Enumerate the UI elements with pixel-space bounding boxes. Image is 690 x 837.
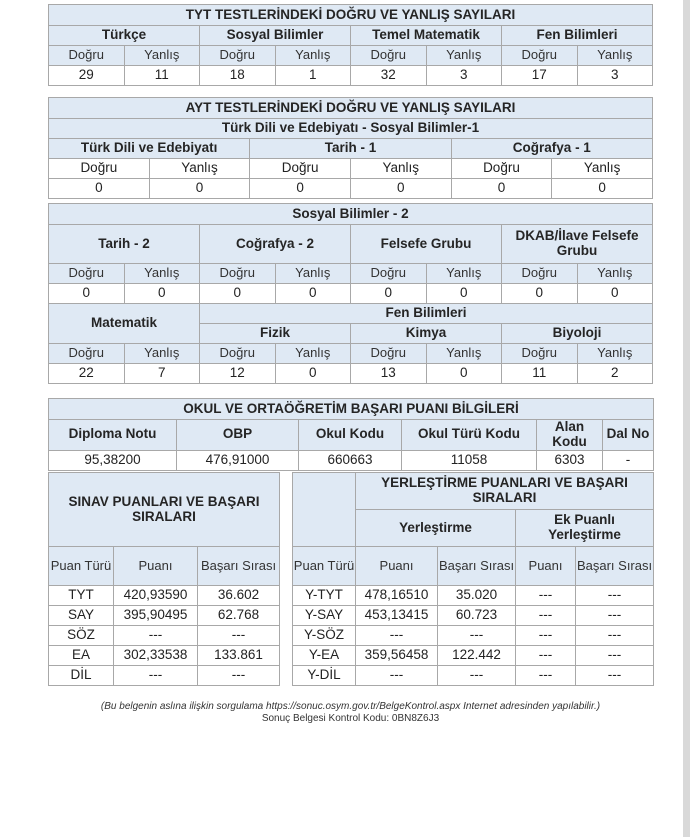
ayt-value: 0 [275, 364, 351, 384]
yer-puan: 359,56458 [356, 646, 438, 666]
ayt-value: 0 [200, 284, 276, 304]
ayt-title: AYT TESTLERİNDEKİ DOĞRU VE YANLIŞ SAYILARI [49, 98, 653, 119]
yer-puan: 478,16510 [356, 586, 438, 606]
yer-tur: Y-SÖZ [293, 626, 356, 646]
ayt-dogru-label: Doğru [351, 264, 427, 284]
tyt-value: 18 [200, 66, 276, 86]
ayt-value: 11 [502, 364, 578, 384]
okul-value: 95,38200 [49, 450, 177, 470]
tyt-subject-sosyal: Sosyal Bilimler [200, 26, 351, 46]
ayt-fen-title: Fen Bilimleri [200, 304, 653, 324]
ek-col-puan: Puanı [516, 547, 576, 586]
ayt-dogru-label: Doğru [49, 344, 125, 364]
ayt-dogru-label: Doğru [49, 264, 125, 284]
ek-sira: --- [576, 646, 654, 666]
footer-control-code: Sonuç Belgesi Kontrol Kodu: 0BN8Z6J3 [261, 713, 440, 724]
tyt-value: 1 [275, 66, 351, 86]
sinav-col-puan: Puanı [114, 547, 198, 586]
ayt-value: 0 [49, 284, 125, 304]
ayt-dogru-label: Doğru [200, 344, 276, 364]
ayt-subject: Fizik [200, 324, 351, 344]
sinav-tur: SAY [49, 606, 114, 626]
ayt-yanlis-label: Yanlış [350, 159, 451, 179]
ayt-value: 13 [351, 364, 427, 384]
ayt-value: 22 [49, 364, 125, 384]
ayt-value: 0 [275, 284, 351, 304]
ayt-section2-title: Sosyal Bilimler - 2 [49, 204, 653, 225]
yer-sira: --- [438, 626, 516, 646]
yerlestirme-col-tur: Puan Türü [293, 547, 356, 586]
sinav-sira: --- [198, 666, 280, 686]
sinav-tur: SÖZ [49, 626, 114, 646]
ayt-value: 0 [426, 364, 502, 384]
tyt-value: 32 [351, 66, 427, 86]
ayt-subject: Felsefe Grubu [351, 225, 502, 264]
table-row [49, 626, 654, 646]
ayt-yanlis-label: Yanlış [275, 264, 351, 284]
ayt-subject: Coğrafya - 1 [451, 139, 652, 159]
ayt-dogru-label: Doğru [351, 344, 427, 364]
okul-header: OBP [177, 420, 299, 451]
ayt-dogru-label: Doğru [451, 159, 552, 179]
yer-puan: 453,13415 [356, 606, 438, 626]
ayt-section1-title: Türk Dili ve Edebiyatı - Sosyal Bilimler-1 [49, 119, 653, 139]
sinav-tur: EA [49, 646, 114, 666]
tyt-value: 3 [577, 66, 653, 86]
sinav-tur: DİL [49, 666, 114, 686]
ayt-value: 0 [451, 179, 552, 199]
yer-sira: 35.020 [438, 586, 516, 606]
sinav-col-sira: Başarı Sırası [198, 547, 280, 586]
ayt-yanlis-label: Yanlış [124, 264, 200, 284]
tyt-subject-fen: Fen Bilimleri [502, 26, 653, 46]
tyt-dogru-label: Doğru [351, 46, 427, 66]
ayt-value: 0 [351, 284, 427, 304]
ayt-value: 0 [49, 179, 150, 199]
ayt-yanlis-label: Yanlış [426, 264, 502, 284]
okul-header: Okul Türü Kodu [402, 420, 537, 451]
puan-table [48, 472, 654, 686]
ayt-value: 0 [502, 284, 578, 304]
yer-puan: --- [356, 626, 438, 646]
ek-sira: --- [576, 586, 654, 606]
sinav-tur: TYT [49, 586, 114, 606]
sinav-puan: 420,93590 [114, 586, 198, 606]
ek-col-sira: Başarı Sırası [576, 547, 654, 586]
table-row [49, 666, 654, 686]
ek-sira: --- [576, 606, 654, 626]
tyt-yanlis-label: Yanlış [577, 46, 653, 66]
yerlestirme-sub2: Ek Puanlı Yerleştirme [516, 510, 654, 547]
okul-header: Okul Kodu [299, 420, 402, 451]
ayt-yanlis-label: Yanlış [426, 344, 502, 364]
tyt-subject-matematik: Temel Matematik [351, 26, 502, 46]
sinav-puan: --- [114, 626, 198, 646]
ayt-dogru-label: Doğru [49, 159, 150, 179]
yer-tur: Y-SAY [293, 606, 356, 626]
sinav-sira: 62.768 [198, 606, 280, 626]
ayt-value: 2 [577, 364, 653, 384]
yerlestirme-corner [293, 473, 356, 547]
tyt-value: 3 [426, 66, 502, 86]
ayt-yanlis-label: Yanlış [552, 159, 653, 179]
ayt-value: 0 [552, 179, 653, 199]
yerlestirme-sub1: Yerleştirme [356, 510, 516, 547]
okul-value: 476,91000 [177, 450, 299, 470]
tyt-yanlis-label: Yanlış [426, 46, 502, 66]
okul-header: Dal No [603, 420, 654, 451]
ayt-value: 0 [124, 284, 200, 304]
yerlestirme-title: YERLEŞTİRME PUANLARI VE BAŞARI SIRALARI [356, 473, 654, 510]
ayt-section1-table [48, 97, 653, 199]
ayt-dogru-label: Doğru [502, 264, 578, 284]
ayt-subject: Türk Dili ve Edebiyatı [49, 139, 250, 159]
okul-value: 660663 [299, 450, 402, 470]
ayt-value: 0 [250, 179, 351, 199]
ek-sira: --- [576, 666, 654, 686]
ayt-yanlis-label: Yanlış [577, 264, 653, 284]
ayt-dogru-label: Doğru [502, 344, 578, 364]
table-row [49, 646, 654, 666]
tyt-value: 29 [49, 66, 125, 86]
sinav-col-tur: Puan Türü [49, 547, 114, 586]
sinav-sira: 36.602 [198, 586, 280, 606]
yerlestirme-col-sira: Başarı Sırası [438, 547, 516, 586]
ayt-subject: Coğrafya - 2 [200, 225, 351, 264]
ayt-value: 0 [577, 284, 653, 304]
yer-sira: 122.442 [438, 646, 516, 666]
ek-puan: --- [516, 606, 576, 626]
okul-title: OKUL VE ORTAÖĞRETİM BAŞARI PUANI BİLGİLERİ [49, 399, 654, 420]
sinav-puan: 302,33538 [114, 646, 198, 666]
sinav-title: SINAV PUANLARI VE BAŞARI SIRALARI [49, 473, 280, 547]
okul-value: 6303 [537, 450, 603, 470]
tyt-yanlis-label: Yanlış [124, 46, 200, 66]
okul-value: 11058 [402, 450, 537, 470]
ek-puan: --- [516, 586, 576, 606]
ek-sira: --- [576, 626, 654, 646]
yer-tur: Y-EA [293, 646, 356, 666]
ayt-subject: Kimya [351, 324, 502, 344]
ayt-value: 7 [124, 364, 200, 384]
sinav-puan: --- [114, 666, 198, 686]
table-row [49, 606, 654, 626]
footer-line1: (Bu belgenin aslına ilişkin sorgulama https://sonuc.osym.gov.tr/BelgeKontrol.aspx Internet adresinden yapılabilir.) [100, 701, 601, 712]
tyt-dogru-label: Doğru [49, 46, 125, 66]
ayt-yanlis-label: Yanlış [577, 344, 653, 364]
ayt-section2-table [48, 203, 653, 384]
ayt-yanlis-label: Yanlış [124, 344, 200, 364]
table-row [49, 586, 654, 606]
ayt-subject: Tarih - 1 [250, 139, 451, 159]
ayt-value: 12 [200, 364, 276, 384]
tyt-dogru-label: Doğru [502, 46, 578, 66]
ek-puan: --- [516, 666, 576, 686]
page-edge [683, 0, 690, 837]
ayt-matematik-title: Matematik [49, 304, 200, 344]
ek-puan: --- [516, 646, 576, 666]
ayt-dogru-label: Doğru [250, 159, 351, 179]
ayt-subject: DKAB/İlave Felsefe Grubu [502, 225, 653, 264]
sinav-sira: --- [198, 626, 280, 646]
ayt-dogru-label: Doğru [200, 264, 276, 284]
yer-puan: --- [356, 666, 438, 686]
column-divider [280, 473, 293, 686]
ayt-yanlis-label: Yanlış [149, 159, 250, 179]
tyt-table [48, 4, 653, 86]
ayt-subject: Biyoloji [502, 324, 653, 344]
okul-header: Diploma Notu [49, 420, 177, 451]
ayt-value: 0 [350, 179, 451, 199]
yer-sira: 60.723 [438, 606, 516, 626]
tyt-value: 11 [124, 66, 200, 86]
okul-header: Alan Kodu [537, 420, 603, 451]
ayt-subject: Tarih - 2 [49, 225, 200, 264]
tyt-dogru-label: Doğru [200, 46, 276, 66]
yer-sira: --- [438, 666, 516, 686]
ayt-value: 0 [149, 179, 250, 199]
ayt-yanlis-label: Yanlış [275, 344, 351, 364]
tyt-value: 17 [502, 66, 578, 86]
yer-tur: Y-DİL [293, 666, 356, 686]
tyt-title: TYT TESTLERİNDEKİ DOĞRU VE YANLIŞ SAYILARI [49, 5, 653, 26]
tyt-yanlis-label: Yanlış [275, 46, 351, 66]
sinav-sira: 133.861 [198, 646, 280, 666]
ek-puan: --- [516, 626, 576, 646]
footer-note [48, 701, 653, 712]
sinav-puan: 395,90495 [114, 606, 198, 626]
okul-value: - [603, 450, 654, 470]
yer-tur: Y-TYT [293, 586, 356, 606]
yerlestirme-col-puan: Puanı [356, 547, 438, 586]
okul-table [48, 398, 654, 471]
ayt-value: 0 [426, 284, 502, 304]
tyt-subject-turkce: Türkçe [49, 26, 200, 46]
